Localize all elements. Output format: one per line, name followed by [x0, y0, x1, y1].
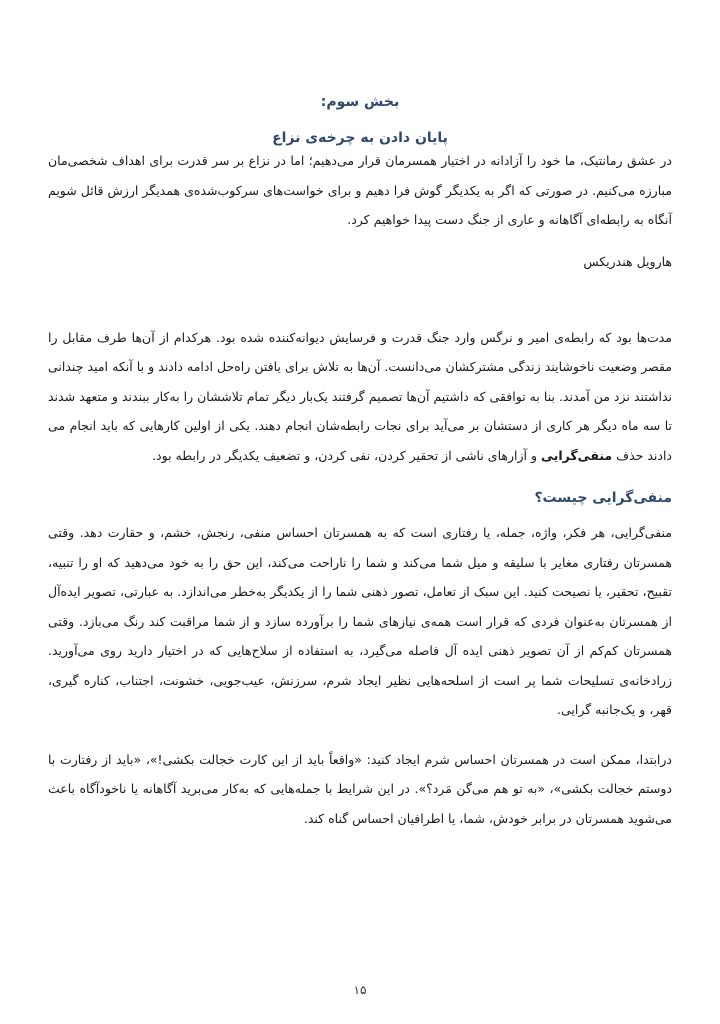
- paragraph-1-bold-term: منفی‌گرایی: [541, 447, 613, 463]
- epigraph-quote: در عشق رمانتیک، ما خود را آزادانه در اختیار همسرمان قرار می‌دهیم؛ اما در نزاع بر سر قدرت برای اهداف شخصی‌مان مبارزه می‌کنیم. در صورتی که اگر به یکدیگر گوش فرا دهیم و برای خواست‌های سرکوب‌شده‌ی همدیگر ارزش قائل شویم آنگاه به رابطه‌ای آگاهانه و عاری از جنگ دست پیدا خواهیم کرد.: [48, 153, 672, 227]
- body-paragraph-2: منفی‌گرایی، هر فکر، واژه، جمله، یا رفتاری است که به همسرتان احساس منفی، رنجش، خشم، و حقارت دهد. وقتی همسرتان رفتاری مغایر با سلیقه و میل شما می‌کند و شما را ناراحت می‌کند، این حق را به خود می‌دهید که او را تنبیه، تقبیح، تحقیر، یا نصیحت کنید. این سبک از تعامل، تصور ذهنی شما را از یکدیگر به‌خطر می‌اندازد. به عبارتی، تصویر ایده‌آل از همسرتان به‌عنوان فردی که قرار است همه‌ی نیازهای شما را برآورده سازد و از شما مراقبت کند رنگ می‌بازد. وقتی همسرتان کم‌کم از آن تصویر ذهنی ایده آل فاصله می‌گیرد، به استفاده از سلاح‌هایی که در اختیار دارید روی می‌آورید. زرادخانه‌ی تسلیحات شما پر است از اسلحه‌هایی نظیر ایجاد شرم، سرزنش، عیب‌جویی، خشونت، اجتناب، کناره گیری، قهر، و یک‌جانبه گرایی.: [48, 525, 672, 717]
- paragraph-1-text-start: مدت‌ها بود که رابطه‌ی امیر و نرگس وارد جنگ قدرت و فرسایش دیوانه‌کننده شده بود. هرکدام از آن‌ها طرف مقابل را مقصر وضعیت ناخوشایند زندگی مشترکشان می‌دانست. آن‌ها به تلاش برای یافتن راه‌حل ادامه دادند و با آنکه امید چندانی نداشتند نزد من آمدند. بنا به توافقی که داشتیم آن‌ها تصمیم گرفتند یک‌بار دیگر تمام تلاششان را به‌کار ببندند و متعهد شدند تا سه ماه دیگر هر کاری از دستشان بر می‌آید برای نجات رابطه‌شان انجام دهند. یکی از اولین کارهایی که باید انجام می دادند حذف: [48, 329, 672, 463]
- section-title: پایان دادن به چرخه‌ی نزاع: [272, 130, 448, 146]
- epigraph-author: هارویل هندریکس: [583, 253, 672, 269]
- body-paragraph-3: درابتدا، ممکن است در همسرتان احساس شرم ایجاد کنید: «واقعاً باید از این کارت خجالت بکشی!»، «باید از رفتارت با دوستم خجالت بکشی»، «به تو هم می‌گن مَرد؟». در این شرایط با جمله‌هایی که به‌کار می‌برید آگاهانه یا ناخودآگاه باعث می‌شوید همسرتان در برابر خودش، شما، یا اطرافیان احساس گناه کند.: [48, 751, 672, 826]
- section-label: بخش سوم:: [320, 94, 400, 110]
- body-paragraph-1: [48, 323, 672, 471]
- paragraph-1-text-end: و آزارهای ناشی از تحقیر کردن، نفی کردن، و تضعیف یکدیگر در رابطه بود.: [152, 447, 541, 463]
- page-number: ۱۵: [353, 983, 367, 997]
- subheading: منفی‌گرایی چیست؟: [534, 490, 672, 506]
